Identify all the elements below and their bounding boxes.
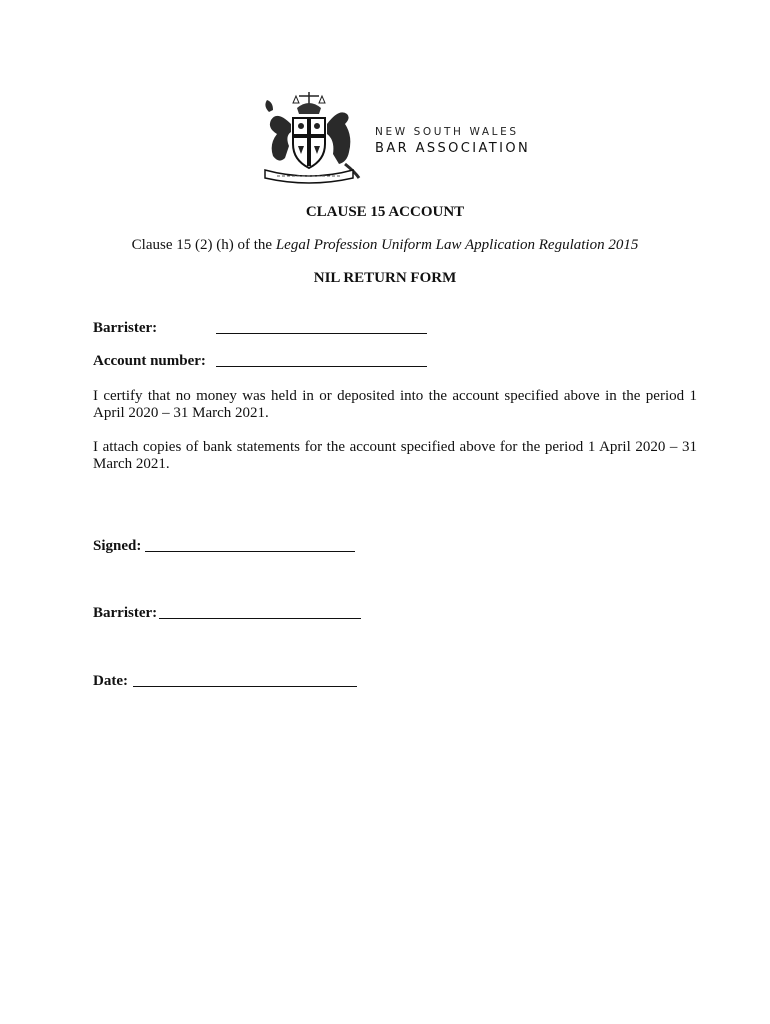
coat-of-arms-icon (255, 88, 363, 184)
form-heading: CLAUSE 15 ACCOUNT (305, 204, 465, 220)
barrister-name-line[interactable] (159, 618, 361, 619)
attach-paragraph: I attach copies of bank statements for the account specified above for the period 1 April 2020 – 31 March 2021. (93, 439, 697, 472)
subtitle-prefix: Clause 15 (2) (h) of the (131, 237, 276, 253)
form-subtitle (0, 237, 770, 254)
org-name-main: BAR ASSOCIATION (375, 141, 531, 156)
certify-paragraph: I certify that no money was held in or deposited into the account specified above in the period 1 April 2020 – 31 March 2021. (93, 388, 697, 421)
signature-line[interactable] (145, 551, 355, 552)
form-name: NIL RETURN FORM (313, 270, 457, 286)
date-label: Date: (93, 673, 128, 689)
org-name-region: NEW SOUTH WALES (375, 126, 519, 138)
bar-association-logo (255, 88, 555, 188)
barrister-field-line[interactable] (216, 333, 427, 334)
signature-barrister-label: Barrister: (93, 605, 158, 621)
signed-label: Signed: (93, 538, 142, 554)
account-number-label: Account number: (93, 353, 206, 369)
date-line[interactable] (133, 686, 357, 687)
account-number-line[interactable] (216, 366, 427, 367)
barrister-field-label: Barrister: (93, 320, 158, 336)
regulation-name: Legal Profession Uniform Law Application Regulation 2015 (275, 237, 639, 253)
